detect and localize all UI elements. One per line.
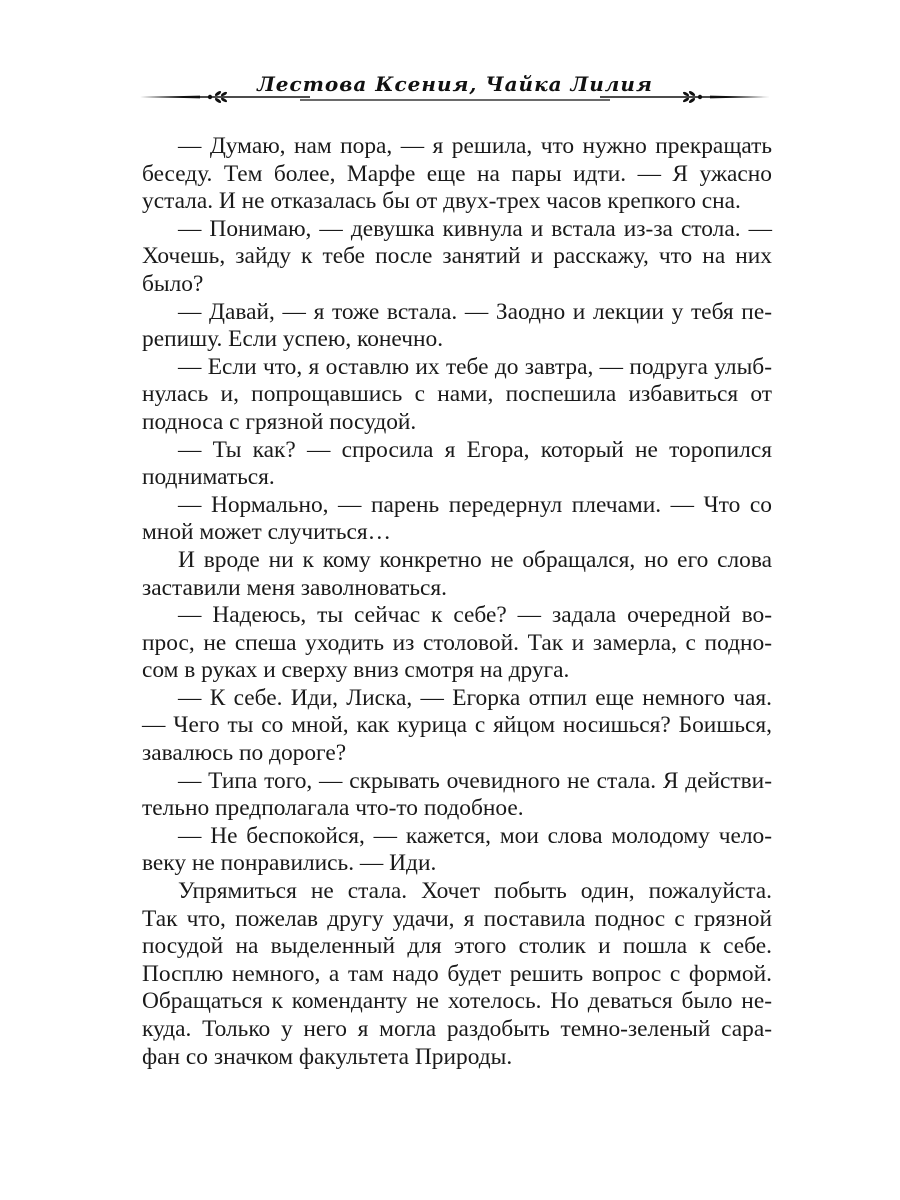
text-line: подноса с грязной посудой. xyxy=(142,408,417,435)
text-line: репишу. Если успею, конечно. xyxy=(142,326,444,353)
text-line: — Если что, я оставлю их тебе до завтра, — подруга улыб- xyxy=(178,353,772,380)
text-line: куда. Только у него я могла раздобыть темно-зеленый сара- xyxy=(142,1016,772,1042)
text-line: — Типа того, — скрывать очевидного не стала. Я действи- xyxy=(178,767,772,794)
text-line: нулась и, попрощавшись с нами, поспешила избавиться от xyxy=(142,381,772,408)
text-line: Посплю немного, а там надо будет решить вопрос с формой. xyxy=(142,960,772,987)
text-line: — К себе. Иди, Лиска, — Егорка отпил еще немного чая. xyxy=(178,684,772,711)
text-line: Обращаться к коменданту не хотелось. Но деваться было не- xyxy=(142,988,772,1015)
text-line: — Думаю, нам пора, — я решила, что нужно прекращать xyxy=(178,133,772,159)
text-line: — Нормально, — парень передернул плечами. — Что со xyxy=(178,491,772,518)
text-line: Хочешь, зайду к тебе после занятий и расскажу, что на них xyxy=(142,243,772,270)
text-line: — Понимаю, — девушка кивнула и встала из-за стола. — xyxy=(178,215,772,242)
text-line: — Не беспокойся, — кажется, мои слова молодому чело- xyxy=(178,822,772,849)
text-line: подниматься. xyxy=(142,464,275,491)
text-line: — Ты как? — спросила я Егора, который не торопился xyxy=(178,436,772,463)
header-title: Лестова Ксения, Чайка Лилия xyxy=(257,72,653,96)
text-line: — Чего ты со мной, как курица с яйцом носишься? Боишься, xyxy=(142,712,772,739)
text-line: посудой на выделенный для этого столик и пошла к себе. xyxy=(142,933,772,960)
text-line: заставили меня заволноваться. xyxy=(142,574,447,601)
text-line: беседу. Тем более, Марфе еще на пары идти. — Я ужасно xyxy=(142,160,772,187)
text-line: мной может случиться… xyxy=(142,519,392,546)
text-line: — Надеюсь, ты сейчас к себе? — задала очередной во- xyxy=(178,602,772,629)
text-line: И вроде ни к кому конкретно не обращался, но его слова xyxy=(178,546,772,573)
body-text xyxy=(142,133,772,1071)
text-line: Упрямиться не стала. Хочет побыть один, пожалуйста. xyxy=(178,878,772,905)
text-line: сом в руках и сверху вниз смотря на друга. xyxy=(142,657,570,684)
text-line: — Давай, — я тоже встала. — Заодно и лекции у тебя пе- xyxy=(178,298,772,325)
text-line: Так что, пожелав другу удачи, я поставила поднос с грязной xyxy=(142,905,772,932)
text-line: веку не понравились. — Иди. xyxy=(142,850,437,877)
text-line: устала. И не отказалась бы от двух-трех часов крепкого сна. xyxy=(142,188,741,215)
running-header xyxy=(140,70,770,110)
text-line: фан со значком факультета Природы. xyxy=(142,1043,513,1070)
text-line: тельно предполагала что-то подобное. xyxy=(142,795,524,822)
text-line: прос, не спеша уходить из столовой. Так и замерла, с подно- xyxy=(142,629,772,656)
text-line: завалюсь по дороге? xyxy=(142,740,347,767)
text-line: было? xyxy=(142,270,204,297)
